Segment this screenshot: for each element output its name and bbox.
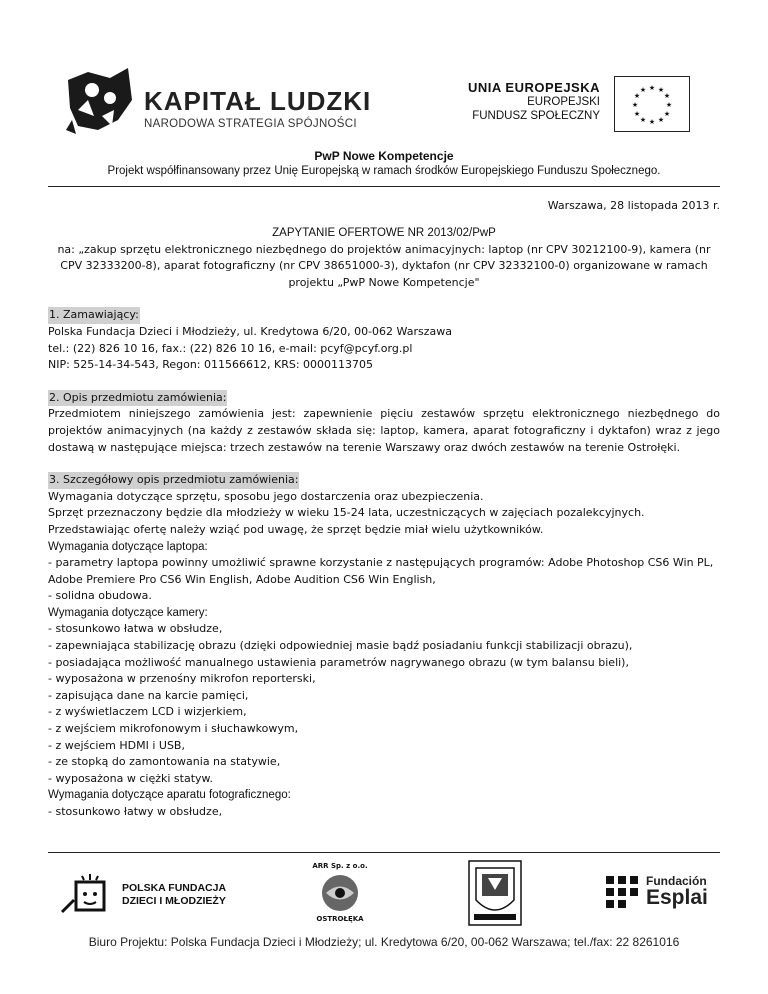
contractor-address: Polska Fundacja Dzieci i Młodzieży, ul. Kredytowa 6/20, 00-062 Warszawa <box>48 324 452 338</box>
pfdm-line1: POLSKA FUNDACJA <box>122 882 227 894</box>
list-item: - wyposażona w ciężki statyw. <box>48 771 214 785</box>
section-3-heading: 3. Szczegółowy opis przedmiotu zamówienia: <box>48 472 299 489</box>
svg-text:★: ★ <box>663 92 671 100</box>
section-3 <box>48 472 720 820</box>
arr-ostroleka-logo <box>298 860 382 926</box>
section-1-heading: 1. Zamawiający: <box>48 307 140 324</box>
section-2-text: Przedmiotem niniejszego zamówienia jest: zapewnienie pięciu zestawów sprzętu elektronicznego niezbędnego do projektów animacyjnych (na każdy z zestawów składa się: laptop, kamera, aparat fotograficzny i dyktafon) wraz z jego dostawą w następujące miejsca: trzech zestawów na terenie Warszawy oraz dwóch zestawów na terenie Ostrołęki. <box>48 407 720 454</box>
list-item: - stosunkowo łatwa w obsłudze, <box>48 622 223 636</box>
list-item: - wyposażona w przenośny mikrofon reporterski, <box>48 672 316 686</box>
svg-text:★: ★ <box>631 101 639 109</box>
pfdm-emblem-icon <box>60 872 116 916</box>
list-item: - z wyświetlaczem LCD i wizjerkiem, <box>48 705 247 719</box>
svg-text:★: ★ <box>648 118 656 126</box>
svg-text:★: ★ <box>639 86 647 94</box>
section-1 <box>48 307 720 373</box>
kapital-ludzki-logo-icon <box>58 60 138 138</box>
eu-line2: FUNDUSZ SPOŁECZNY <box>472 110 600 122</box>
contractor-ids: NIP: 525-14-34-543, Regon: 011566612, KRS: 0000113705 <box>48 358 374 372</box>
esplai-line1: Fundación <box>646 874 707 888</box>
svg-text:★: ★ <box>633 92 641 100</box>
laptop-requirements-heading: Wymagania dotyczące laptopa: <box>48 540 208 553</box>
document-subject: na: „zakup sprzętu elektronicznego niezbędnego do projektów animacyjnych: laptop (nr CPV 30212100-9), kamera (nr CPV 32333200-8), aparat fotograficzny (nr CPV 38651000-3), dyktafon (nr CPV 32332100-0) organizowane w ramach projektu „PwP Nowe Kompetencje" <box>57 242 711 289</box>
header-divider <box>48 186 720 187</box>
document-body <box>48 225 720 821</box>
eu-fund-text <box>468 80 600 123</box>
footer-divider <box>48 852 720 853</box>
arr-bottom-text: OSTROŁĘKA <box>316 915 364 923</box>
svg-text:★: ★ <box>657 116 665 124</box>
list-item: - parametry laptopa powinny umożliwić sprawne korzystanie z następujących programów: Adobe Photoshop CS6 Win PL, Adobe Premiere Pro CS6 Win English, Adobe Audition CS6 Win English, <box>48 556 714 586</box>
coat-of-arms-icon <box>468 860 522 926</box>
pfdm-logo <box>60 872 230 916</box>
list-item: - posiadająca możliwość manualnego ustawienia parametrów nagrywanego obrazu (w tym balansu bieli), <box>48 655 629 669</box>
kapital-ludzki-subtitle: NARODOWA STRATEGIA SPÓJNOŚCI <box>144 118 357 130</box>
svg-text:★: ★ <box>648 84 656 92</box>
list-item: - zapisująca dane na karcie pamięci, <box>48 688 249 702</box>
section-2-heading: 2. Opis przedmiotu zamówienia: <box>48 390 227 407</box>
list-item: - z wejściem HDMI i USB, <box>48 738 185 752</box>
project-name: PwP Nowe Kompetencje <box>314 149 454 163</box>
eu-line1: EUROPEJSKI <box>527 96 600 108</box>
intro-line: Sprzęt przeznaczony będzie dla młodzieży w wieku 15-24 lata, uczestniczących w zajęciach pozalekcyjnych. <box>48 506 645 520</box>
pfdm-line2: DZIECI I MŁODZIEŻY <box>122 895 226 907</box>
eu-flag-icon <box>614 76 690 132</box>
document-title: ZAPYTANIE OFERTOWE NR 2013/02/PwP <box>272 227 496 239</box>
list-item: - solidna obudowa. <box>48 589 152 603</box>
list-item: - ze stopką do zamontowania na statywie, <box>48 755 281 769</box>
camera-requirements-heading: Wymagania dotyczące kamery: <box>48 606 208 619</box>
svg-text:★: ★ <box>663 110 671 118</box>
svg-text:★: ★ <box>633 110 641 118</box>
list-item: - zapewniająca stabilizację obrazu (dzięki odpowiedniej masie bądź posiadaniu funkcji stabilizacji obrazu), <box>48 639 633 653</box>
eu-title: UNIA EUROPEJSKA <box>468 80 600 95</box>
photo-camera-requirements-heading: Wymagania dotyczące aparatu fotograficznego: <box>48 789 291 802</box>
section-2 <box>48 390 720 456</box>
fundacion-esplai-logo <box>604 872 724 916</box>
list-item: - stosunkowo łatwy w obsłudze, <box>48 805 223 818</box>
svg-text:★: ★ <box>665 101 673 109</box>
project-office-address: Biuro Projektu: Polska Fundacja Dzieci i Młodzieży; ul. Kredytowa 6/20, 00-062 Warszawa; tel./fax: 22 8261016 <box>88 935 680 949</box>
esplai-line2: Esplai <box>646 886 708 909</box>
intro-line: Wymagania dotyczące sprzętu, sposobu jego dostarczenia oraz ubezpieczenia. <box>48 489 484 503</box>
kapital-ludzki-title: KAPITAŁ LUDZKI <box>144 86 372 116</box>
project-description: Projekt współfinansowany przez Unię Europejską w ramach środków Europejskiego Funduszu Społecznego. <box>107 165 661 177</box>
arr-top-text: ARR Sp. z o.o. <box>312 862 368 870</box>
esplai-emblem-icon <box>604 872 640 912</box>
svg-text:★: ★ <box>639 116 647 124</box>
svg-text:★: ★ <box>657 86 665 94</box>
list-item: - z wejściem mikrofonowym i słuchawkowym, <box>48 722 299 736</box>
intro-line: Przedstawiając ofertę należy wziąć pod uwagę, że sprzęt będzie miał wielu użytkowników. <box>48 522 544 536</box>
contractor-contact: tel.: (22) 826 10 16, fax.: (22) 826 10 16, e-mail: pcyf@pcyf.org.pl <box>48 341 413 355</box>
document-date: Warszawa, 28 listopada 2013 r. <box>547 199 720 212</box>
